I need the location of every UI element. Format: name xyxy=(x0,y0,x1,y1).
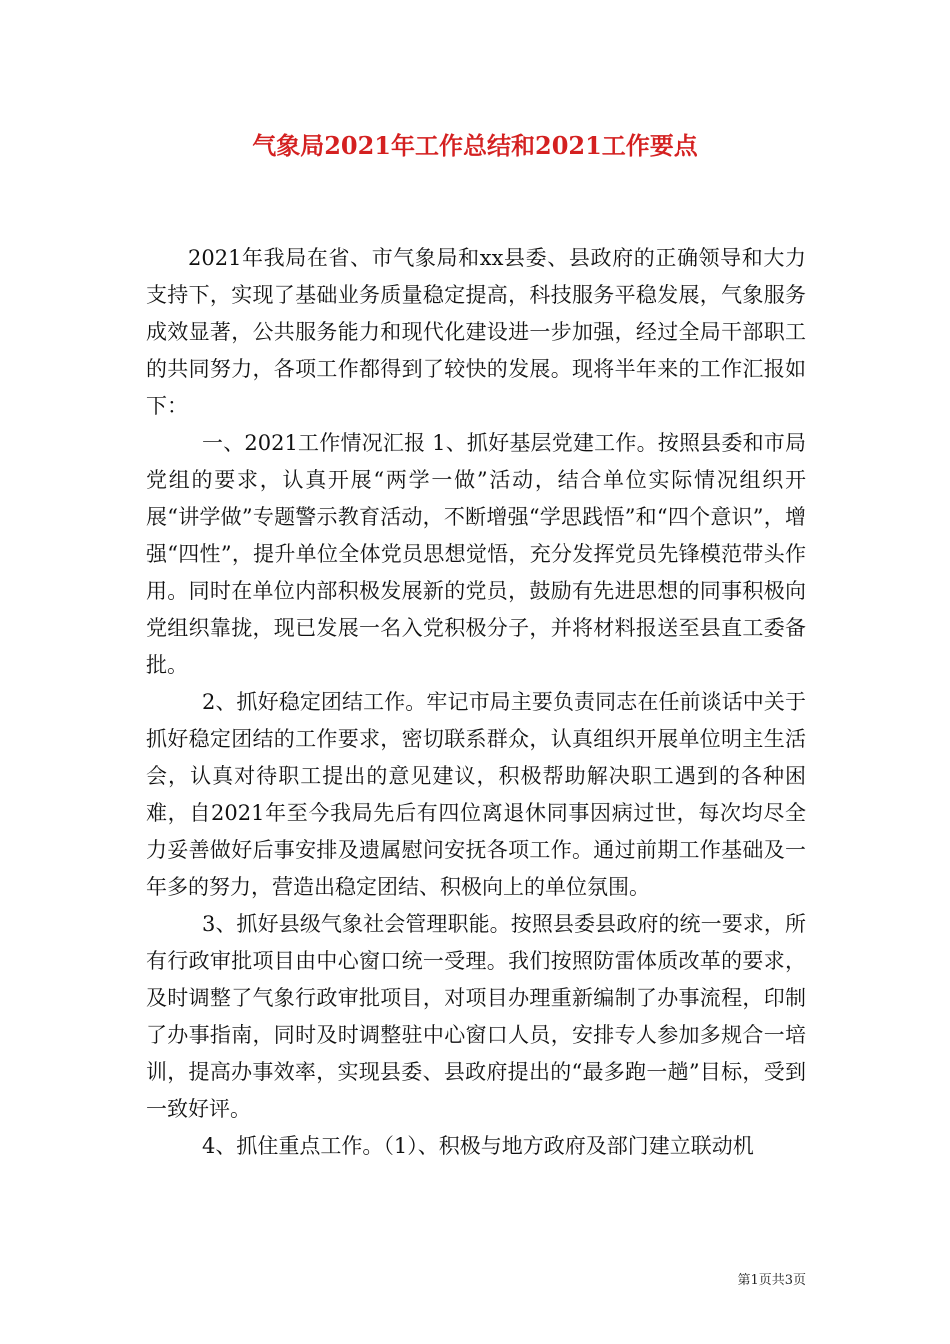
paragraph-section-3: 3、抓好县级气象社会管理职能。按照县委县政府的统一要求，所有行政审批项目由中心窗口统一受理。我们按照防雷体质改革的要求，及时调整了气象行政审批项目，对项目办理重新编制了办事流程，印制了办事指南，同时及时调整驻中心窗口人员，安排专人参加多规合一培训，提高办事效率，实现县委、县政府提出的“最多跑一趟”目标，受到一致好评。 xyxy=(146,912,806,1121)
document-body xyxy=(146,240,806,1165)
paragraph-section-4: 4、抓住重点工作。（1）、积极与地方政府及部门建立联动机 xyxy=(202,1134,754,1158)
paragraph-intro: 2021年我局在省、市气象局和xx县委、县政府的正确领导和大力支持下，实现了基础业务质量稳定提高，科技服务平稳发展，气象服务成效显著，公共服务能力和现代化建设进一步加强，经过全局干部职工的共同努力，各项工作都得到了较快的发展。现将半年来的工作汇报如下： xyxy=(146,246,806,418)
page-number-footer: 第1页共3页 xyxy=(737,1273,806,1288)
document-title: 气象局2021年工作总结和2021工作要点 xyxy=(252,131,698,160)
paragraph-section-2: 2、抓好稳定团结工作。牢记市局主要负责同志在任前谈话中关于抓好稳定团结的工作要求，密切联系群众，认真组织开展单位明主生活会，认真对待职工提出的意见建议，积极帮助解决职工遇到的各种困难，自2021年至今我局先后有四位离退休同事因病过世，每次均尽全力妥善做好后事安排及遗属慰问安抚各项工作。通过前期工作基础及一年多的努力，营造出稳定团结、积极向上的单位氛围。 xyxy=(146,690,806,899)
paragraph-section-1: 一、2021工作情况汇报 1、抓好基层党建工作。按照县委和市局党组的要求，认真开展“两学一做”活动，结合单位实际情况组织开展“讲学做”专题警示教育活动，不断增强“学思践悟”和“四个意识”，增强“四性”，提升单位全体党员思想觉悟，充分发挥党员先锋模范带头作用。同时在单位内部积极发展新的党员，鼓励有先进思想的同事积极向党组织靠拢，现已发展一名入党积极分子，并将材料报送至县直工委备批。 xyxy=(146,431,806,677)
